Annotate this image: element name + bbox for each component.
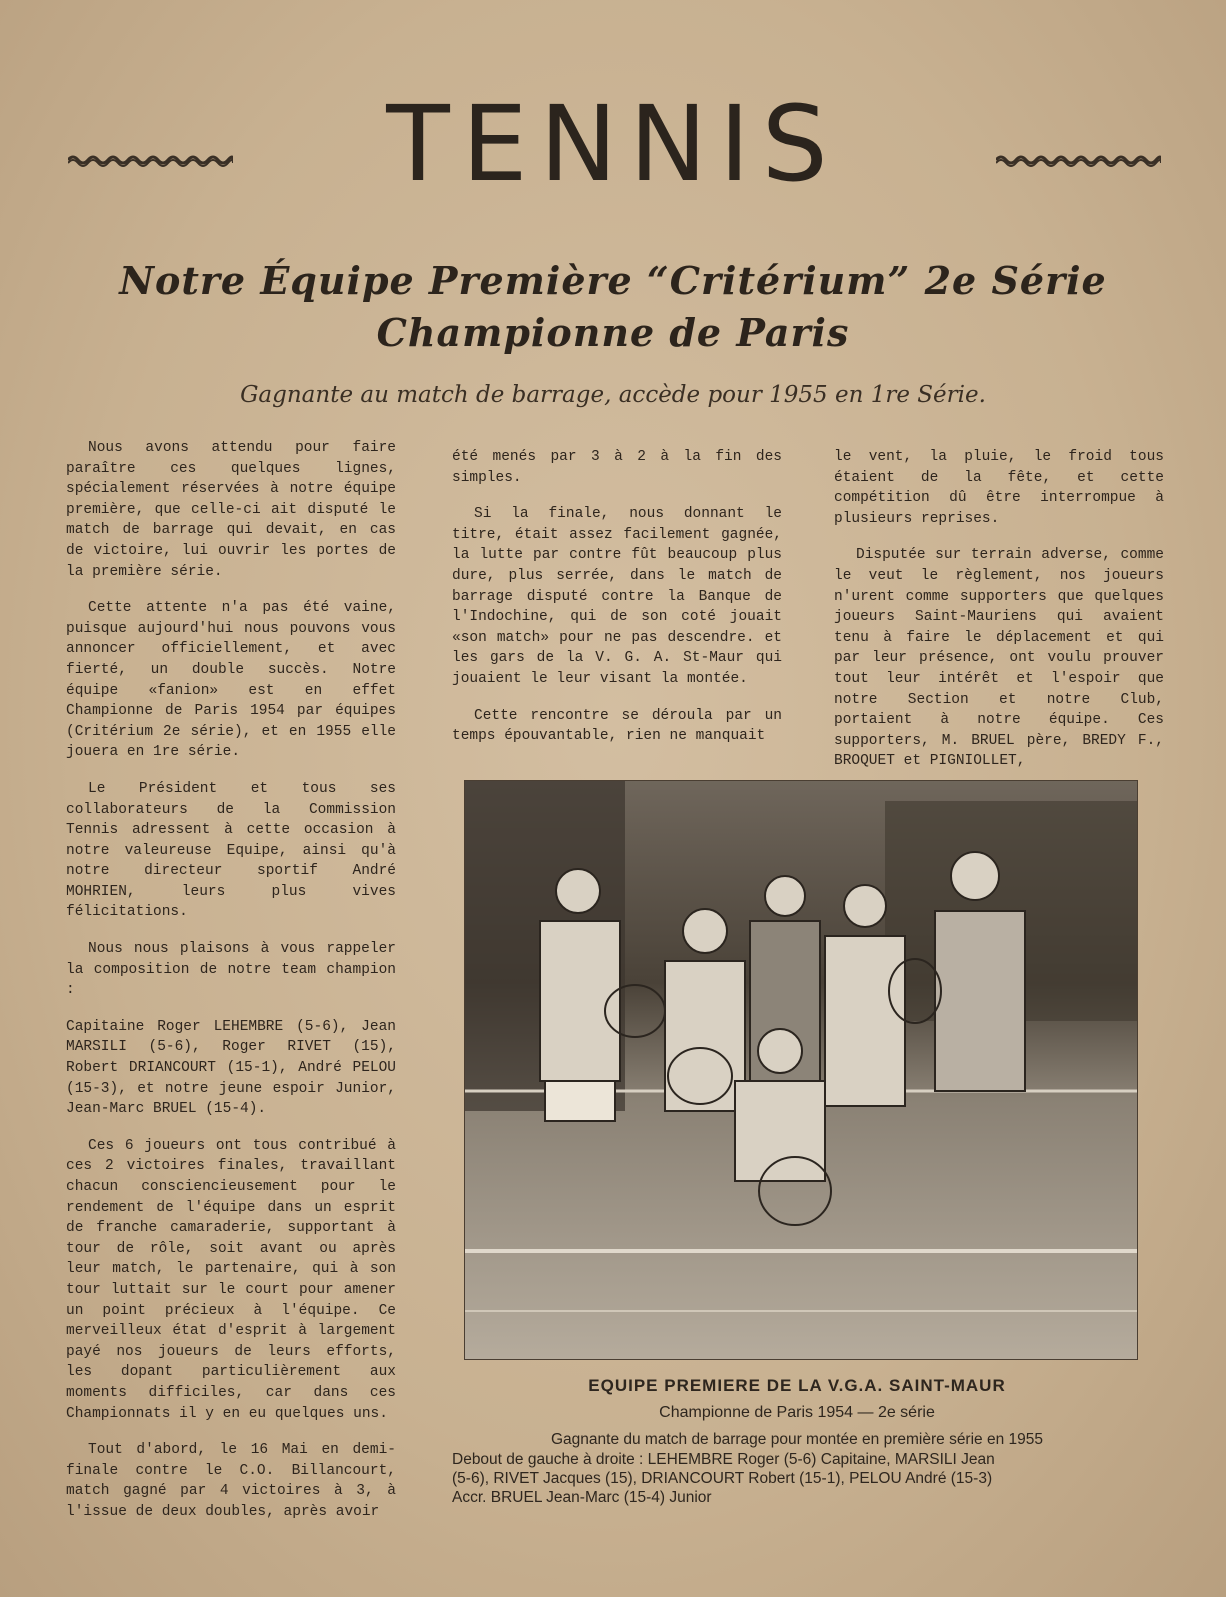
article-column-1 <box>66 438 396 1539</box>
caption-line-3: (5-6), RIVET Jacques (15), DRIANCOURT Robert (15-1), PELOU André (15-3) <box>452 1470 993 1487</box>
paragraph: Si la finale, nous donnant le titre, était assez facilement gagnée, la lutte par contre fût beaucoup plus dure, plus serrée, dans le match de barrage disputé contre la Banque de l'Indochine, qui de son coté jouait «son match» pour ne pas descendre. et les gars de la V. G. A. St-Maur qui jouaient le leur visant la montée. <box>452 506 782 687</box>
headline-line-1: Notre Équipe Première “Critérium” 2e Série <box>119 258 1107 303</box>
subhead: Gagnante au match de barrage, accède pour 1955 en 1re Série. <box>240 382 986 408</box>
paragraph: Tout d'abord, le 16 Mai en demi-finale contre le C.O. Billancourt, match gagné par 4 victoires à 3, à l'issue de deux doubles, après avoir <box>66 1442 396 1520</box>
paragraph: Cette rencontre se déroula par un temps épouvantable, rien ne manquait <box>452 707 782 745</box>
caption-title: EQUIPE PREMIERE DE LA V.G.A. SAINT-MAUR <box>588 1376 1006 1395</box>
caption-line-2: Debout de gauche à droite : LEHEMBRE Roger (5-6) Capitaine, MARSILI Jean <box>452 1451 995 1468</box>
caption-line-4: Accr. BRUEL Jean-Marc (15-4) Junior <box>452 1489 712 1506</box>
masthead-title: TENNIS <box>386 83 840 205</box>
paragraph: Cette attente n'a pas été vaine, puisque aujourd'hui nous pouvons vous annoncer officiellement, et avec fierté, un double succès. Notre équipe «fanion» est en effet Championne de Paris 1954 par équipes (Critérium 2e série), et en 1955 elle jouera en 1re série. <box>66 600 396 761</box>
paragraph: été menés par 3 à 2 à la fin des simples. <box>452 449 782 486</box>
paragraph: Ces 6 joueurs ont tous contribué à ces 2 victoires finales, travaillant chacun consciencieusement pour le rendement de l'équipe dans un esprit de franche camaraderie, supportant à tour de rôle, soit avant ou après leur match, le partenaire, qui à son tour luttait sur le court pour amener un point précieux à l'équipe. Ce merveilleux état d'esprit à largement payé nos joueurs de leurs efforts, les dopant particulièrement aux moments difficiles, car dans ces Championnats il y en eu quelques uns. <box>66 1137 396 1422</box>
paragraph: Nous nous plaisons à vous rappeler la composition de notre team champion : <box>66 941 396 999</box>
paragraph: le vent, la pluie, le froid tous étaient de la fête, et cette compétition dû être interrompue à plusieurs reprises. <box>834 449 1164 527</box>
caption-details <box>452 1450 1142 1507</box>
article-column-2 <box>452 447 782 763</box>
paragraph: Capitaine Roger LEHEMBRE (5-6), Jean MARSILI (5-6), Roger RIVET (15), Robert DRIANCOURT (15-1), André PELOU (15-3), et notre jeune espoir Junior, Jean-Marc BRUEL (15-4). <box>66 1018 396 1118</box>
team-photo <box>464 780 1138 1360</box>
headline-line-2: Championne de Paris <box>376 310 850 355</box>
paragraph: Nous avons attendu pour faire paraître ces quelques lignes, spécialement réservées à notre équipe première, que celle-ci ait disputé le match de barrage qui devait, en cas de victoire, lui ouvrir les portes de la première série. <box>66 440 396 580</box>
caption-subtitle: Championne de Paris 1954 — 2e série <box>659 1404 935 1421</box>
paragraph: Le Président et tous ses collaborateurs de la Commission Tennis adressent à cette occasion à notre valeureuse Equipe, ainsi qu'à notre directeur sportif André MOHRIEN, leurs plus vives félicitations. <box>66 780 396 921</box>
article-column-3 <box>834 447 1164 788</box>
paragraph: Disputée sur terrain adverse, comme le veut le règlement, nos joueurs n'urent comme supporters que quelques joueurs Saint-Mauriens qui avaient tenu à faire le déplacement et qui par leur présence, ont voulu prouver tout leur intérêt et l'espoir que notre Section et notre Club, portaient à notre équipe. Ces supporters, M. BRUEL père, BREDY F., BROQUET et PIGNIOLLET, <box>834 547 1164 770</box>
caption-line-1: Gagnante du match de barrage pour montée en première série en 1955 <box>550 1431 1043 1448</box>
